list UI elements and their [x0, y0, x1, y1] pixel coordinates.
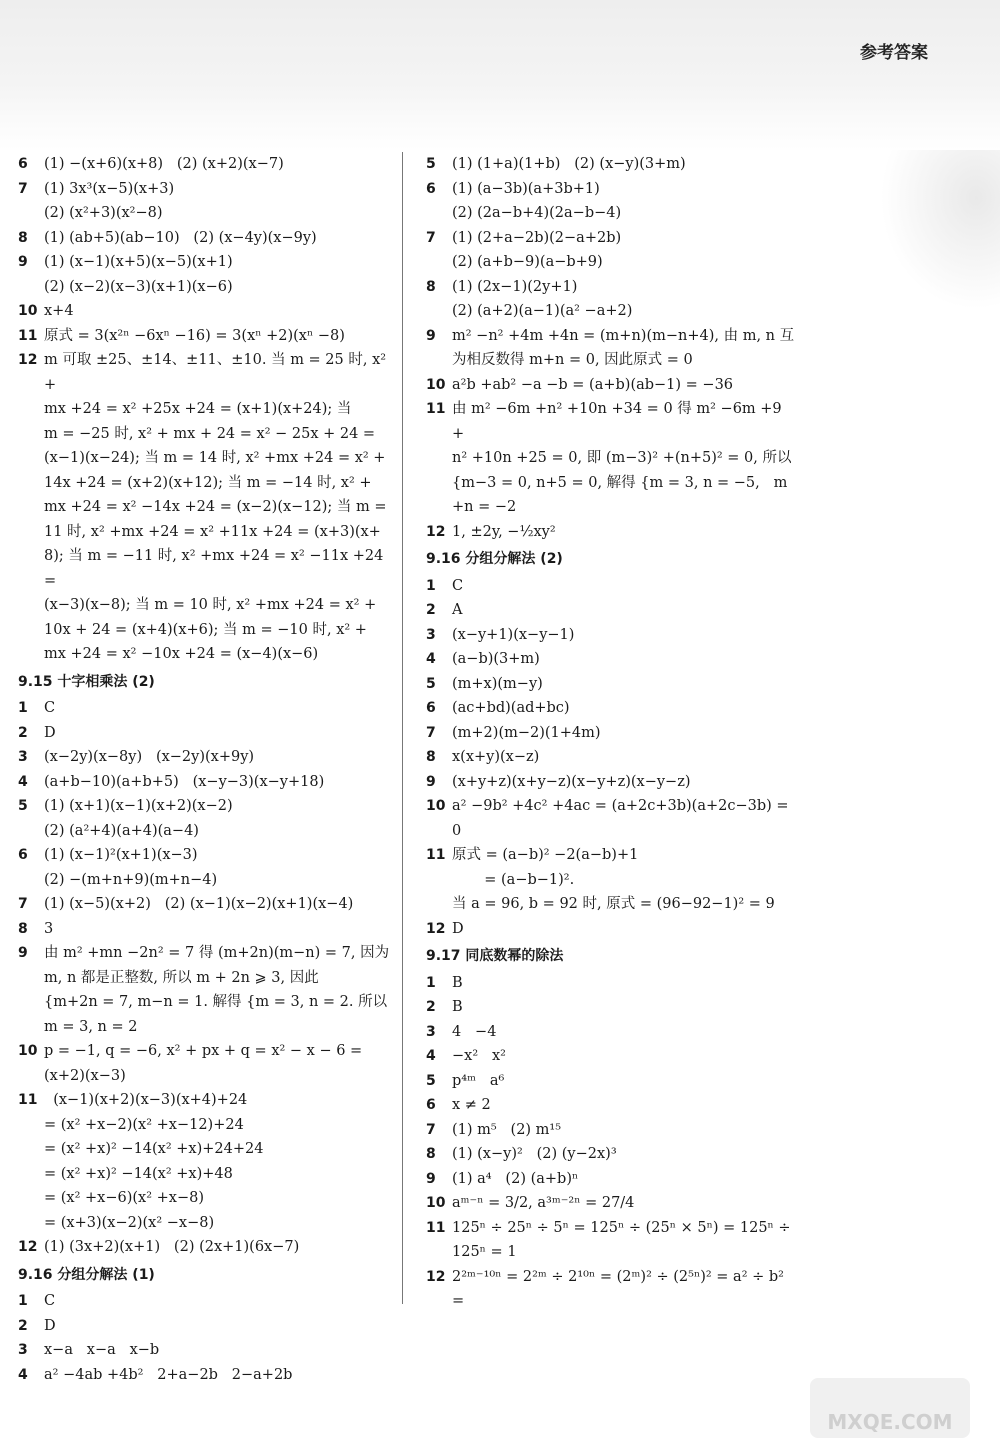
answer-text: (1) (ab+5)(ab−10) (2) (x−4y)(x−9y): [44, 229, 317, 246]
answer-item: [18, 250, 390, 275]
answer-item: [426, 1020, 796, 1045]
answer-text: (1) 3x³(x−5)(x+3): [44, 180, 175, 197]
answer-item: [18, 299, 390, 324]
answer-text: x−a x−a x−b: [44, 1342, 160, 1358]
answer-number: 5: [426, 156, 436, 172]
answer-item: [18, 1235, 390, 1260]
vine-decoration: [880, 150, 1000, 310]
answer-item: [18, 892, 390, 917]
answer-text: A: [452, 602, 463, 618]
answer-number: 1: [18, 1293, 28, 1309]
answer-item: [18, 794, 390, 819]
answer-item: [426, 623, 796, 648]
answer-number: 1: [426, 577, 436, 594]
answer-number: 10: [426, 376, 446, 393]
answer-item: [426, 971, 796, 996]
answer-text: C: [44, 700, 56, 716]
answer-text: (1) (x+1)(x−1)(x+2)(x−2): [44, 798, 233, 814]
answer-number: 9: [426, 1170, 436, 1187]
answer-number: 4: [426, 1048, 436, 1064]
section-heading: 9.17 同底数幂的除法: [426, 948, 564, 964]
answer-continuation: 14x +24 = (x+2)(x+12); 当 m = −14 时, x² +: [44, 474, 372, 491]
answer-continuation: 10x + 24 = (x+4)(x+6); 当 m = −10 时, x² +: [44, 621, 367, 638]
answer-item: [426, 1069, 796, 1094]
answer-text: C: [44, 1293, 56, 1309]
answer-continuation: 为相反数得 m+n = 0, 因此原式 = 0: [452, 352, 693, 368]
page-header-title: 参考答案: [860, 43, 928, 63]
answer-text: 原式 = (a−b)² −2(a−b)+1: [452, 847, 639, 863]
answer-continuation: n² +10n +25 = 0, 即 (m−3)² +(n+5)² = 0, 所以: [452, 450, 792, 466]
answer-number: 3: [426, 1023, 436, 1040]
answer-item: [426, 598, 796, 623]
answer-item: [18, 1039, 390, 1064]
answer-item: [426, 397, 796, 446]
answer-number: 5: [426, 675, 436, 692]
section-heading: 9.16 分组分解法 (2): [426, 551, 563, 567]
answer-text: (1) (x−1)²(x+1)(x−3): [44, 847, 198, 863]
answer-number: 4: [18, 773, 28, 790]
answer-text: B: [452, 999, 463, 1015]
answer-number: 2: [18, 1317, 28, 1334]
answer-number: 4: [18, 1366, 28, 1383]
answer-item: [426, 574, 796, 599]
answer-item: [426, 1093, 796, 1118]
answer-item: [426, 1265, 796, 1314]
left-answer-column: [18, 152, 390, 1387]
answer-text: (1) (3x+2)(x+1) (2) (2x+1)(6x−7): [44, 1239, 300, 1255]
answer-text: m 可取 ±25、±14、±11、±10. 当 m = 25 时, x² +: [44, 352, 391, 393]
answer-number: 6: [426, 700, 436, 716]
answer-item: [426, 520, 796, 545]
answer-number: 9: [18, 945, 28, 961]
answer-item: [426, 1142, 796, 1167]
answer-continuation: = (x+3)(x−2)(x² −x−8): [44, 1214, 215, 1231]
answer-number: 3: [18, 1342, 28, 1358]
answer-continuation: m = −25 时, x² + mx + 24 = x² − 25x + 24 =: [44, 425, 376, 442]
answer-continuation: 11 时, x² +mx +24 = x² +11x +24 = (x+3)(x+: [44, 523, 381, 540]
site-watermark: MXQE.COM: [810, 1378, 970, 1438]
answer-item: [426, 721, 796, 746]
answer-text: (a−b)(3+m): [452, 651, 540, 667]
answer-item: [18, 770, 390, 795]
answer-text: (1) (1+a)(1+b) (2) (x−y)(3+m): [452, 156, 686, 172]
answer-continuation: (2) (x−2)(x−3)(x+1)(x−6): [44, 278, 233, 295]
column-divider: [402, 152, 403, 1304]
answer-number: 2: [18, 724, 28, 741]
answer-item: [426, 1044, 796, 1069]
answer-number: 7: [426, 1121, 436, 1138]
answer-item: [426, 696, 796, 721]
answer-text: aᵐ⁻ⁿ = 3/2, a³ᵐ⁻²ⁿ = 27/4: [452, 1195, 635, 1211]
answer-number: 1: [18, 700, 28, 716]
answer-number: 11: [18, 1092, 38, 1108]
answer-item: [18, 348, 390, 397]
answer-item: [426, 917, 796, 942]
answer-text: 125ⁿ ÷ 25ⁿ ÷ 5ⁿ = 125ⁿ ÷ (25ⁿ × 5ⁿ) = 125ⁿ ÷: [452, 1219, 791, 1236]
answer-item: [426, 1216, 796, 1241]
answer-number: 3: [426, 626, 436, 643]
answer-number: 6: [426, 1097, 436, 1113]
answer-text: −x² x²: [452, 1048, 506, 1064]
answer-item: [426, 745, 796, 770]
answer-item: [18, 696, 390, 721]
right-answer-column: [426, 152, 796, 1314]
answer-number: 11: [18, 327, 38, 344]
answer-number: 6: [18, 847, 28, 863]
answer-number: 10: [426, 1195, 446, 1211]
answer-text: (1) m⁵ (2) m¹⁵: [452, 1121, 562, 1138]
answer-text: x+4: [44, 303, 74, 319]
answer-text: (1) a⁴ (2) (a+b)ⁿ: [452, 1170, 579, 1187]
answer-continuation: 125ⁿ = 1: [452, 1244, 517, 1260]
answer-text: p⁴ᵐ a⁶: [452, 1072, 505, 1089]
answer-text: 原式 = 3(x²ⁿ −6xⁿ −16) = 3(xⁿ +2)(xⁿ −8): [44, 327, 345, 344]
answer-text: 3: [44, 920, 54, 937]
answer-item: [426, 647, 796, 672]
answer-number: 4: [426, 651, 436, 667]
answer-item: [426, 672, 796, 697]
answer-number: 1: [426, 974, 436, 991]
answer-item: [426, 226, 796, 251]
answer-number: 12: [426, 523, 446, 540]
answer-number: 7: [18, 180, 28, 197]
answer-number: 12: [18, 352, 38, 368]
answer-text: (x−2y)(x−8y) (x−2y)(x+9y): [44, 749, 255, 765]
answer-continuation: = (x² +x−2)(x² +x−12)+24: [44, 1116, 244, 1133]
answer-text: 2²ᵐ⁻¹⁰ⁿ = 2²ᵐ ÷ 2¹⁰ⁿ = (2ᵐ)² ÷ (2⁵ⁿ)² = a² ÷ b² =: [452, 1268, 789, 1309]
answer-item: [426, 1191, 796, 1216]
answer-number: 11: [426, 1219, 446, 1236]
answer-continuation: {m−3 = 0, n+5 = 0, 解得 {m = 3, n = −5, m+n = −2: [452, 474, 788, 515]
answer-text: (a+b−10)(a+b+5) (x−y−3)(x−y+18): [44, 773, 325, 790]
answer-number: 3: [18, 749, 28, 765]
answer-number: 5: [18, 798, 28, 814]
answer-number: 6: [18, 156, 28, 172]
answer-number: 8: [18, 920, 28, 937]
answer-item: [18, 941, 390, 966]
answer-text: 1, ±2y, −½xy²: [452, 523, 556, 540]
answer-text: (1) (2x−1)(2y+1): [452, 278, 578, 295]
answer-number: 7: [18, 896, 28, 912]
answer-text: (m+x)(m−y): [452, 675, 543, 692]
answer-item: [426, 275, 796, 300]
answer-item: [18, 1363, 390, 1388]
answer-text: (m+2)(m−2)(1+4m): [452, 724, 601, 741]
answer-number: 12: [426, 920, 446, 937]
answer-number: 10: [18, 303, 38, 319]
answer-number: 2: [426, 602, 436, 618]
answer-number: 5: [426, 1072, 436, 1089]
answer-item: [18, 177, 390, 202]
answer-item: [426, 324, 796, 349]
answer-number: 10: [18, 1043, 38, 1059]
answer-text: (1) −(x+6)(x+8) (2) (x+2)(x−7): [44, 156, 284, 172]
section-heading: 9.16 分组分解法 (1): [18, 1266, 155, 1283]
answer-item: [426, 843, 796, 868]
answer-item: [426, 794, 796, 843]
answer-continuation: mx +24 = x² −10x +24 = (x−4)(x−6): [44, 646, 319, 662]
answer-text: m² −n² +4m +4n = (m+n)(m−n+4), 由 m, n 互: [452, 327, 795, 344]
answer-item: [426, 373, 796, 398]
answer-number: 11: [426, 401, 446, 417]
answer-number: 7: [426, 229, 436, 246]
answer-continuation: 当 a = 96, b = 92 时, 原式 = (96−92−1)² = 9: [452, 896, 775, 912]
answer-continuation: (2) (a+b−9)(a−b+9): [452, 254, 603, 270]
answer-item: [426, 177, 796, 202]
answer-item: [18, 152, 390, 177]
answer-item: [426, 152, 796, 177]
answer-item: [18, 1338, 390, 1363]
answer-item: [426, 1118, 796, 1143]
answer-continuation: = (x² +x)² −14(x² +x)+24+24: [44, 1141, 264, 1157]
answer-text: D: [44, 724, 56, 741]
answer-item: [18, 1314, 390, 1339]
answer-item: [426, 770, 796, 795]
answer-text: (1) (a−3b)(a+3b+1): [452, 180, 600, 197]
answer-number: 10: [426, 798, 446, 814]
answer-number: 8: [426, 749, 436, 765]
answer-continuation: m, n 都是正整数, 所以 m + 2n ⩾ 3, 因此: [44, 969, 319, 986]
answer-continuation: (x+2)(x−3): [44, 1067, 126, 1084]
answer-item: [18, 324, 390, 349]
answer-number: 12: [426, 1268, 446, 1285]
answer-continuation: (x−1)(x−24); 当 m = 14 时, x² +mx +24 = x² +: [44, 450, 386, 466]
answer-item: [18, 1289, 390, 1314]
answer-text: (1) (x−5)(x+2) (2) (x−1)(x−2)(x+1)(x−4): [44, 896, 354, 912]
answer-number: 12: [18, 1239, 38, 1255]
answer-text: 由 m² −6m +n² +10n +34 = 0 得 m² −6m +9 +: [452, 401, 787, 442]
answer-text: D: [44, 1317, 56, 1334]
answer-text: (x−1)(x+2)(x−3)(x+4)+24: [44, 1092, 248, 1108]
answer-continuation: mx +24 = x² −14x +24 = (x−2)(x−12); 当 m =: [44, 499, 387, 515]
answer-text: C: [452, 577, 464, 594]
answer-text: x ≠ 2: [452, 1097, 491, 1113]
answer-number: 9: [18, 254, 28, 270]
answer-text: D: [452, 920, 464, 937]
answer-text: (1) (2+a−2b)(2−a+2b): [452, 229, 622, 246]
answer-number: 6: [426, 180, 436, 197]
answer-continuation: mx +24 = x² +25x +24 = (x+1)(x+24); 当: [44, 401, 352, 417]
answer-text: 由 m² +mn −2n² = 7 得 (m+2n)(m−n) = 7, 因为: [44, 945, 390, 961]
answer-text: 4 −4: [452, 1023, 497, 1040]
answer-continuation: (2) (a+2)(a−1)(a² −a+2): [452, 303, 633, 319]
answer-item: [18, 1088, 390, 1113]
answer-number: 11: [426, 847, 446, 863]
answer-item: [426, 1167, 796, 1192]
answer-number: 8: [18, 229, 28, 246]
answer-continuation: 8); 当 m = −11 时, x² +mx +24 = x² −11x +24 =: [44, 548, 388, 589]
answer-text: p = −1, q = −6, x² + px + q = x² − x − 6 =: [44, 1043, 363, 1059]
answer-continuation: (2) (x²+3)(x²−8): [44, 205, 163, 221]
answer-number: 8: [426, 278, 436, 295]
answer-continuation: (x−3)(x−8); 当 m = 10 时, x² +mx +24 = x² +: [44, 597, 377, 613]
answer-text: B: [452, 974, 463, 991]
answer-continuation: (2) −(m+n+9)(m+n−4): [44, 871, 218, 888]
answer-number: 2: [426, 999, 436, 1015]
answer-continuation: = (x² +x)² −14(x² +x)+48: [44, 1165, 233, 1182]
answer-item: [426, 995, 796, 1020]
answer-text: (1) (x−1)(x+5)(x−5)(x+1): [44, 254, 233, 270]
answer-text: x(x+y)(x−z): [452, 749, 540, 765]
answer-continuation: = (x² +x−6)(x² +x−8): [44, 1190, 204, 1206]
answer-text: (1) (x−y)² (2) (y−2x)³: [452, 1146, 617, 1162]
answer-item: [18, 917, 390, 942]
answer-item: [18, 745, 390, 770]
answer-text: a² −9b² +4c² +4ac = (a+2c+3b)(a+2c−3b) = 0: [452, 798, 794, 839]
section-heading: 9.15 十字相乘法 (2): [18, 673, 155, 690]
answer-number: 8: [426, 1146, 436, 1162]
answer-continuation: {m+2n = 7, m−n = 1. 解得 {m = 3, n = 2. 所以 m = 3, n = 2: [44, 994, 392, 1035]
answer-item: [18, 721, 390, 746]
answer-continuation: = (a−b−1)².: [452, 871, 575, 888]
header-decoration: [0, 0, 1000, 150]
answer-continuation: (2) (2a−b+4)(2a−b−4): [452, 205, 622, 221]
answer-text: a² −4ab +4b² 2+a−2b 2−a+2b: [44, 1366, 293, 1383]
answer-continuation: (2) (a²+4)(a+4)(a−4): [44, 822, 199, 839]
answer-text: (x−y+1)(x−y−1): [452, 626, 575, 643]
answer-text: (ac+bd)(ad+bc): [452, 700, 570, 716]
answer-text: a²b +ab² −a −b = (a+b)(ab−1) = −36: [452, 376, 734, 393]
answer-item: [18, 226, 390, 251]
answer-number: 7: [426, 724, 436, 741]
answer-text: (x+y+z)(x+y−z)(x−y+z)(x−y−z): [452, 773, 691, 790]
answer-item: [18, 843, 390, 868]
answer-number: 9: [426, 773, 436, 790]
answer-number: 9: [426, 327, 436, 344]
